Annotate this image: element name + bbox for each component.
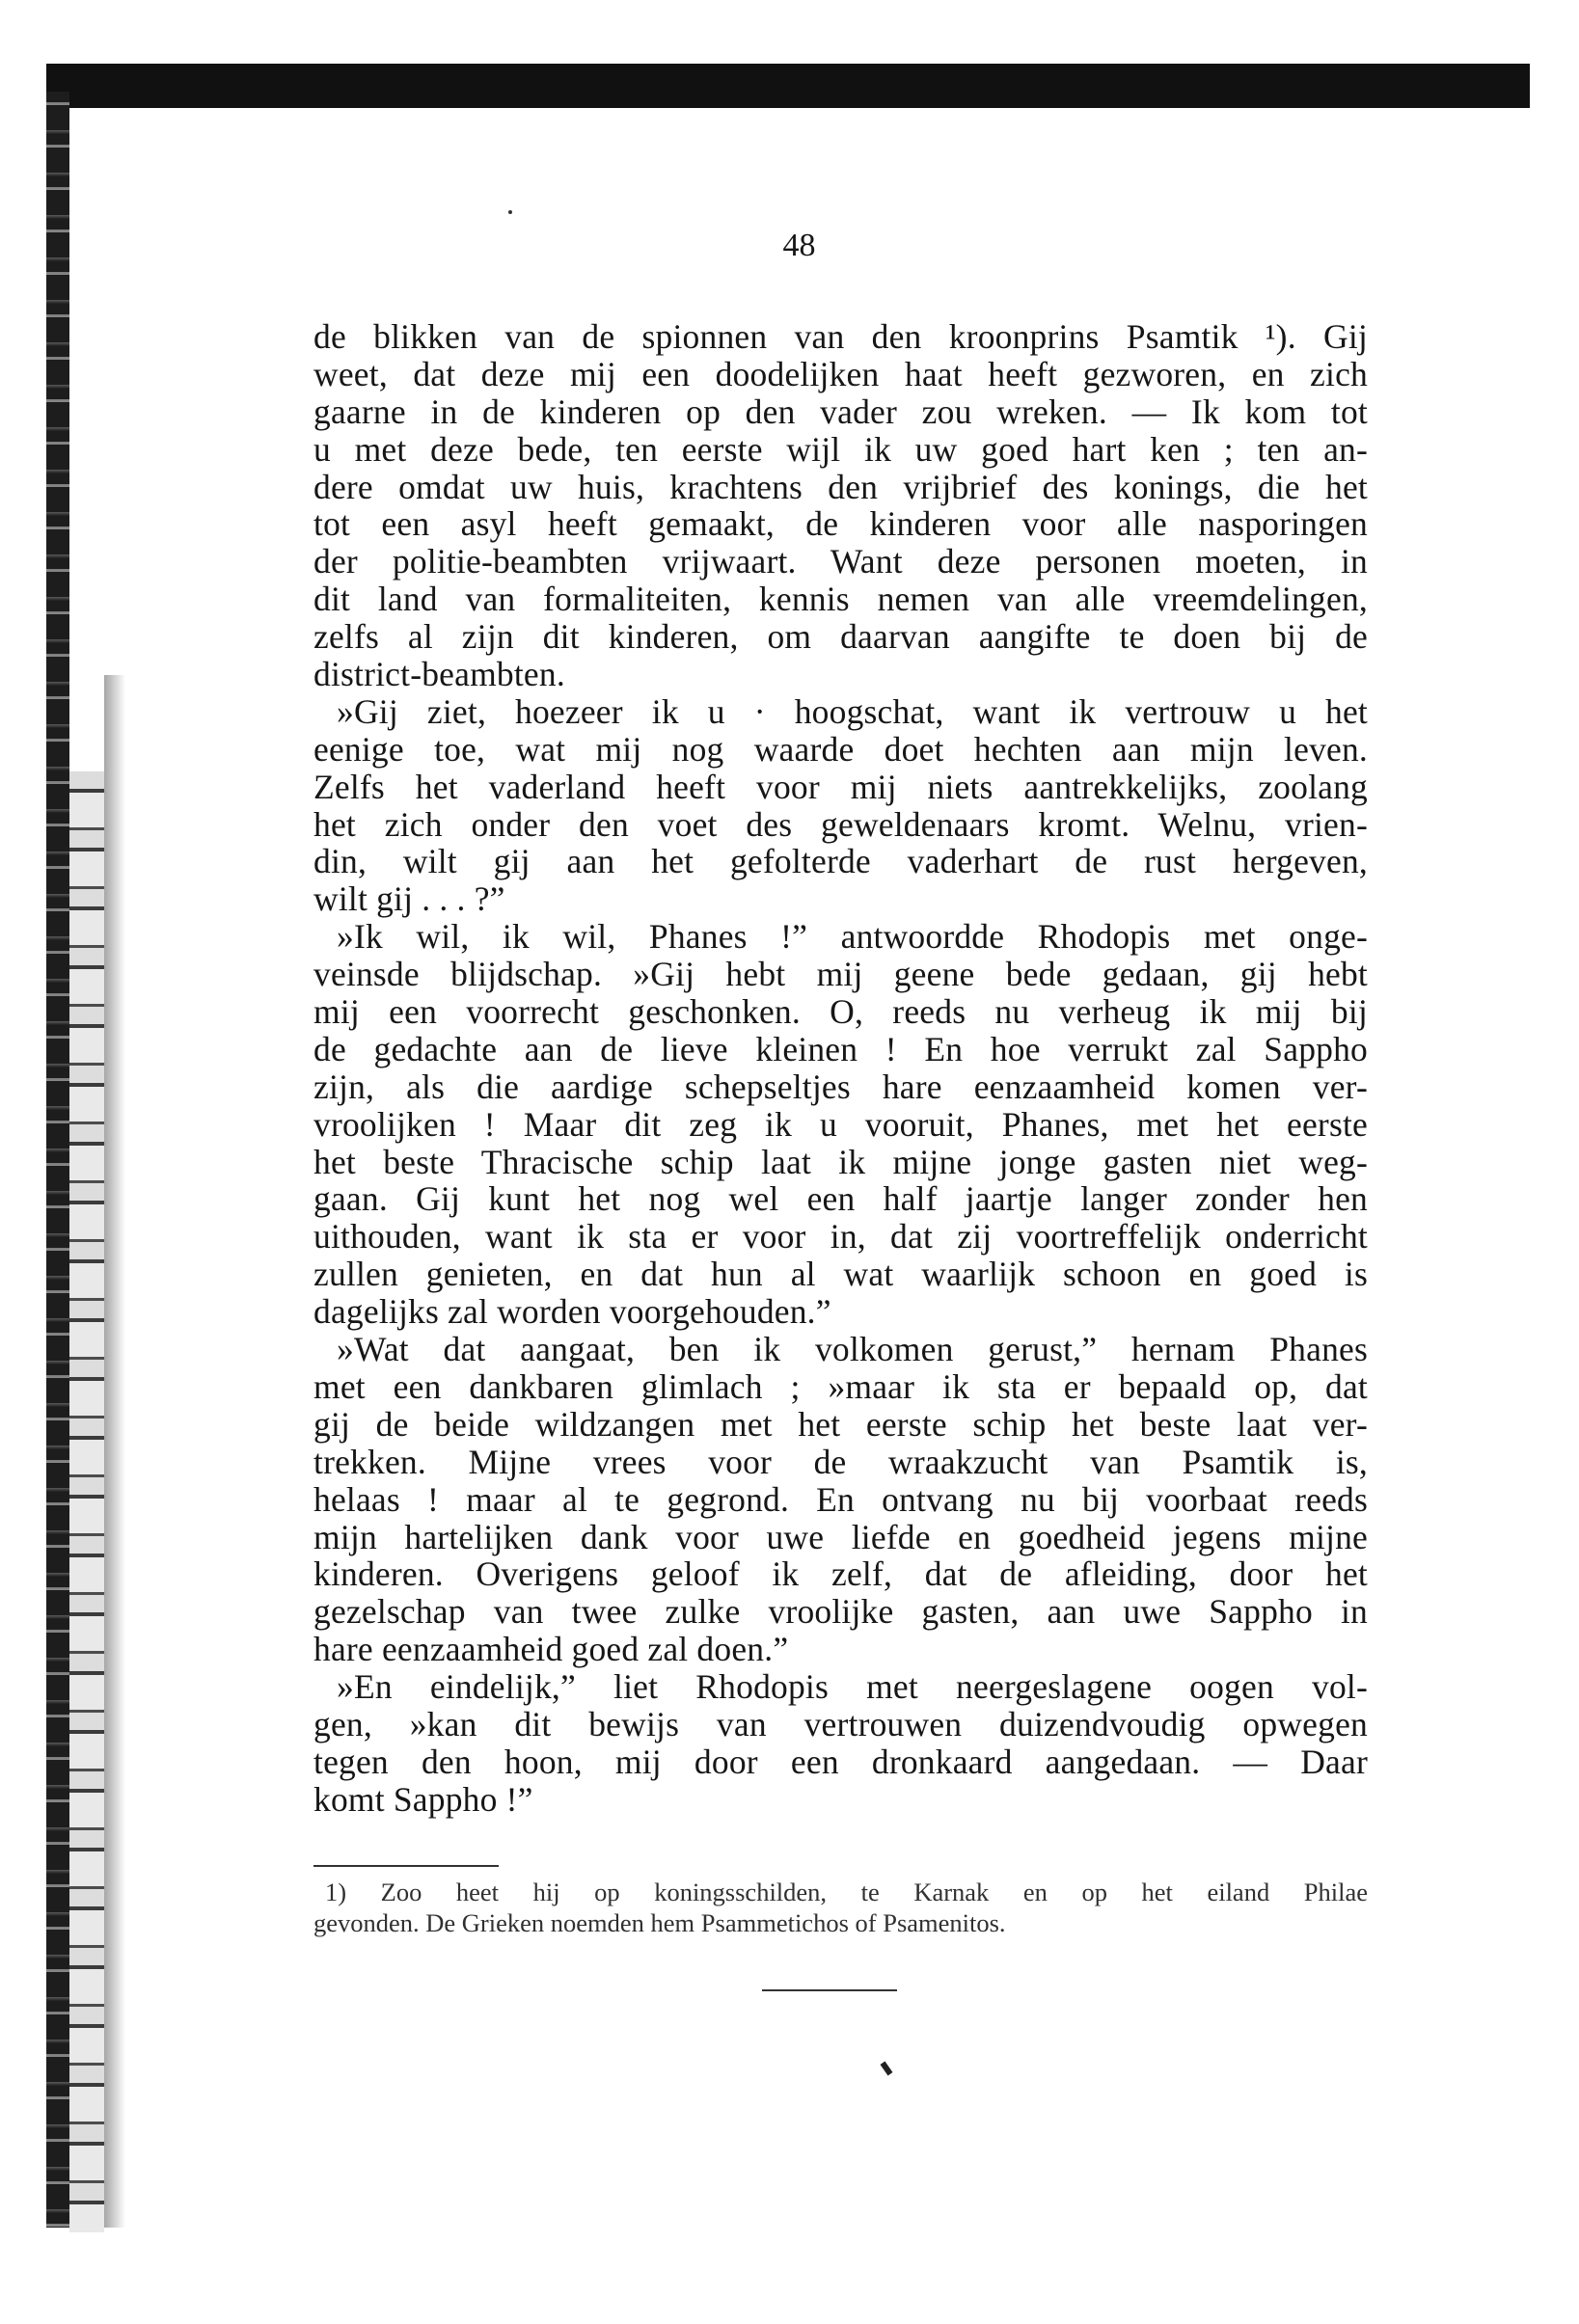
scan-top-border [46,64,1530,108]
text-line: district-beambten. [313,655,565,694]
text-line: weet, dat deze mij een doodelijken haat heeft gezworen, en zich [313,354,1368,393]
text-line: zelfs al zijn dit kinderen, om daarvan aangifte te doen bij de [313,617,1368,657]
text-line: mijn hartelijken dank voor uwe liefde en goedheid jegens mijne [313,1517,1368,1556]
text-line: mij een voorrecht geschonken. O, reeds nu verheug ik mij bij [313,992,1368,1032]
text-line: gaarne in de kinderen op den vader zou wreken. — Ik kom tot [313,392,1368,431]
text-line: gezelschap van twee zulke vroolijke gasten, aan uwe Sappho in [313,1592,1368,1632]
text-line: komt Sappho !” [313,1779,533,1819]
text-line: helaas ! maar al te gegrond. En ontvang nu bij voorbaat reeds [313,1479,1368,1519]
footnote-divider [313,1865,499,1867]
text-line: het beste Thracische schip laat ik mijne jonge gasten niet weg- [313,1142,1368,1181]
text-line: zijn, als die aardige schepseltjes hare eenzaamheid komen ver- [313,1067,1368,1106]
text-line: »Ik wil, ik wil, Phanes !” antwoordde Rhodopis met onge- [337,917,1368,957]
scan-speck [881,2062,893,2076]
text-line: din, wilt gij aan het gefolterde vaderhart de rust hergeven, [313,842,1368,881]
text-line: gaan. Gij kunt het nog wel een half jaartje langer zonder hen [313,1179,1368,1219]
end-divider [762,1989,897,1991]
text-line: het zich onder den voet des geweldenaars kromt. Welnu, vrien- [313,804,1368,844]
text-line: wilt gij . . . ?” [313,879,505,919]
page-number: 48 [782,228,816,263]
footnote [313,1877,1368,1938]
scan-page-shadow [104,675,125,2228]
text-line: met een dankbaren glimlach ; »maar ik sta er bepaald op, dat [313,1366,1368,1406]
body-text [313,318,1368,1819]
text-line: gij de beide wildzangen met het eerste schip het beste laat ver- [313,1404,1368,1444]
footnote-line: gevonden. De Grieken noemden hem Psammetichos of Psamenitos. [313,1908,1006,1937]
text-line: kinderen. Overigens geloof ik zelf, dat de afleiding, door het [313,1554,1368,1594]
text-line: veinsde blijdschap. »Gij hebt mij geene bede gedaan, gij hebt [313,955,1368,994]
text-line: de blikken van de spionnen van den kroonprins Psamtik ¹). Gij [313,317,1368,356]
text-line: Zelfs het vaderland heeft voor mij niets aantrekkelijks, zoolang [313,767,1368,806]
text-line: eenige toe, wat mij nog waarde doet hechten aan mijn leven. [313,729,1368,769]
text-line: tegen den hoon, mij door een dronkaard aangedaan. — Daar [313,1742,1368,1781]
scan-left-edge [46,92,69,2228]
text-line: »Wat dat aangaat, ben ik volkomen gerust,” hernam Phanes [337,1330,1368,1369]
text-line: hare eenzaamheid goed zal doen.” [313,1630,789,1669]
text-line: dere omdat uw huis, krachtens den vrijbrief des konings, die het [313,467,1368,506]
text-line: u met deze bede, ten eerste wijl ik uw goed hart ken ; ten an- [313,429,1368,469]
text-line: de gedachte aan de lieve kleinen ! En hoe verrukt zal Sappho [313,1029,1368,1068]
text-line: »Gij ziet, hoezeer ik u · hoogschat, want ik vertrouw u het [337,691,1368,731]
text-line: der politie-beambten vrijwaart. Want deze personen moeten, in [313,542,1368,581]
text-line: vroolijken ! Maar dit zeg ik u vooruit, Phanes, met het eerste [313,1104,1368,1144]
text-line: trekken. Mijne vrees voor de wraakzucht van Psamtik is, [313,1442,1368,1481]
text-line: zullen genieten, en dat hun al wat waarlijk schoon en goed is [313,1255,1368,1294]
text-line: tot een asyl heeft gemaakt, de kinderen voor alle nasporingen [313,504,1368,544]
scan-left-edge-pattern [69,771,104,2232]
text-line: dit land van formaliteiten, kennis nemen van alle vreemdelingen, [313,580,1368,619]
text-line: »En eindelijk,” liet Rhodopis met neergeslagene oogen vol- [337,1667,1368,1707]
footnote-line: 1) Zoo heet hij op koningsschilden, te Karnak en op het eiland Philae [325,1878,1368,1906]
text-line: dagelijks zal worden voorgehouden.” [313,1292,831,1332]
text-line: uithouden, want ik sta er voor in, dat zij voortreffelijk onderricht [313,1217,1368,1257]
scan-speck [508,210,512,214]
text-line: gen, »kan dit bewijs van vertrouwen duizendvoudig opwegen [313,1704,1368,1743]
